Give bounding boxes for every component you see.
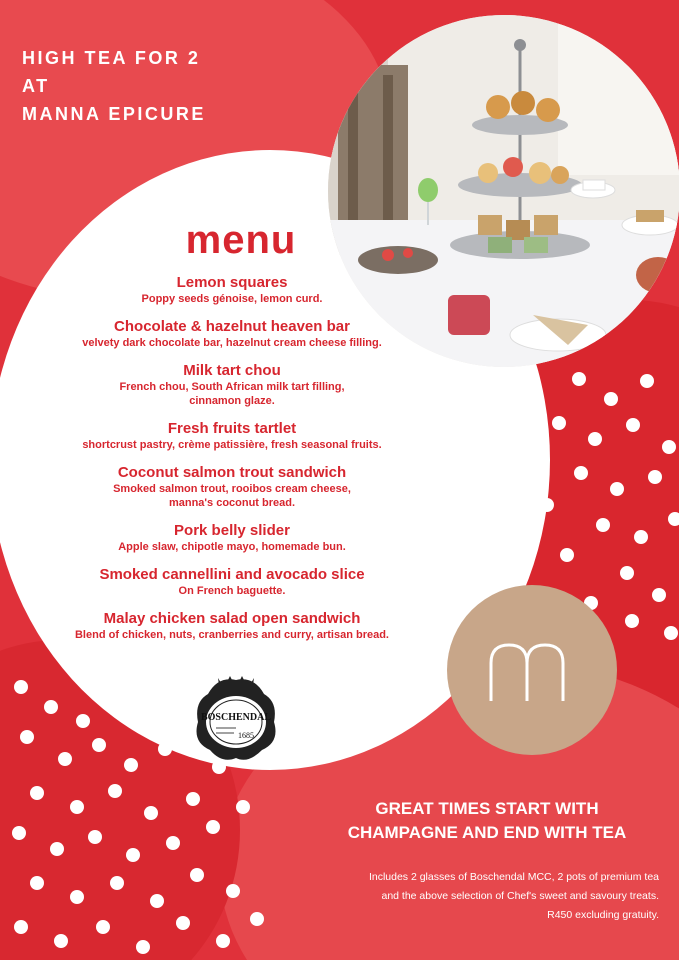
menu-item-name: Coconut salmon trout sandwich — [117, 464, 347, 481]
menu-item-description: Smoked salmon trout, rooibos cream cheese, — [113, 483, 351, 495]
polka-dot — [14, 920, 28, 934]
polka-dot — [250, 912, 264, 926]
seal-year-text: 1685 — [238, 731, 254, 740]
polka-dot — [150, 894, 164, 908]
boschendal-seal-logo — [188, 672, 284, 764]
polka-dot — [626, 418, 640, 432]
details-line: R450 excluding gratuity. — [547, 909, 659, 921]
polka-dot — [662, 440, 676, 454]
polka-dot — [552, 416, 566, 430]
menu-list — [22, 274, 442, 654]
menu-item — [22, 464, 442, 510]
polka-dot — [572, 372, 586, 386]
menu-item-description: French chou, South African milk tart filling, — [119, 381, 345, 393]
polka-dot — [166, 836, 180, 850]
polka-dot — [44, 700, 58, 714]
menu-item — [22, 566, 442, 598]
menu-item-name: Chocolate & hazelnut heaven bar — [114, 318, 350, 335]
menu-item-description: Poppy seeds génoise, lemon curd. — [141, 293, 323, 305]
polka-dot — [14, 680, 28, 694]
polka-dot — [110, 876, 124, 890]
polka-dot — [176, 916, 190, 930]
polka-dot — [20, 730, 34, 744]
polka-dot — [144, 806, 158, 820]
polka-dot — [640, 374, 654, 388]
polka-dot — [226, 884, 240, 898]
polka-dot — [206, 820, 220, 834]
polka-dot — [216, 934, 230, 948]
title-line: MANNA EPICURE — [22, 104, 206, 124]
title-line: HIGH TEA FOR 2 — [22, 48, 201, 68]
menu-item-name: Lemon squares — [176, 274, 288, 291]
menu-item-description: velvety dark chocolate bar, hazelnut cream cheese filling. — [82, 337, 382, 349]
polka-dot — [588, 432, 602, 446]
manna-m-icon — [447, 585, 617, 755]
polka-dot — [664, 626, 678, 640]
menu-item-name: Milk tart chou — [183, 362, 281, 379]
menu-item-name: Fresh fruits tartlet — [167, 420, 297, 437]
polka-dot — [126, 848, 140, 862]
menu-item-name: Smoked cannellini and avocado slice — [99, 566, 365, 583]
polka-dot — [70, 890, 84, 904]
tagline-line: GREAT TIMES START WITH — [375, 799, 599, 818]
polka-dot — [668, 512, 679, 526]
menu-item-name: Malay chicken salad open sandwich — [103, 610, 361, 627]
polka-dot — [610, 482, 624, 496]
polka-dot — [236, 800, 250, 814]
polka-dot — [604, 392, 618, 406]
title-line: AT — [22, 76, 50, 96]
menu-heading: menu — [185, 218, 297, 262]
tagline — [322, 797, 652, 845]
menu-item — [22, 362, 442, 408]
details-line: and the above selection of Chef's sweet and savoury treats. — [381, 890, 659, 902]
details-line: Includes 2 glasses of Boschendal MCC, 2 pots of premium tea — [368, 871, 659, 883]
page-title — [22, 44, 206, 128]
menu-item — [22, 522, 442, 554]
seal-brand-text: BOSCHENDAL — [200, 712, 272, 723]
polka-dot — [124, 758, 138, 772]
polka-dot — [12, 826, 26, 840]
menu-item-description: cinnamon glaze. — [189, 395, 275, 407]
menu-item-description: Blend of chicken, nuts, cranberries and curry, artisan bread. — [74, 629, 389, 641]
polka-dot — [136, 940, 150, 954]
menu-item — [22, 274, 442, 306]
polka-dot — [186, 792, 200, 806]
menu-item — [22, 610, 442, 642]
offer-details — [292, 868, 659, 925]
polka-dot — [96, 920, 110, 934]
polka-dot — [88, 830, 102, 844]
polka-dot — [70, 800, 84, 814]
polka-dot — [652, 588, 666, 602]
polka-dot — [54, 934, 68, 948]
polka-dot — [50, 842, 64, 856]
polka-dot — [574, 466, 588, 480]
polka-dot — [108, 784, 122, 798]
menu-item-description: Apple slaw, chipotle mayo, homemade bun. — [118, 541, 346, 553]
polka-dot — [30, 876, 44, 890]
polka-dot — [30, 786, 44, 800]
menu-item — [22, 318, 442, 350]
menu-item-name: Pork belly slider — [174, 522, 290, 539]
menu-item-description: shortcrust pastry, crème patissière, fresh seasonal fruits. — [82, 439, 382, 451]
polka-dot — [620, 566, 634, 580]
menu-item-description: manna's coconut bread. — [168, 497, 296, 509]
manna-logo — [447, 585, 617, 755]
polka-dot — [596, 518, 610, 532]
polka-dot — [58, 752, 72, 766]
menu-item — [22, 420, 442, 452]
polka-dot — [190, 868, 204, 882]
polka-dot — [92, 738, 106, 752]
polka-dot — [625, 614, 639, 628]
polka-dot — [648, 470, 662, 484]
polka-dot — [560, 548, 574, 562]
polka-dot — [76, 714, 90, 728]
polka-dot — [634, 530, 648, 544]
tagline-line: CHAMPAGNE AND END WITH TEA — [347, 823, 627, 842]
menu-item-description: On French baguette. — [178, 585, 286, 597]
